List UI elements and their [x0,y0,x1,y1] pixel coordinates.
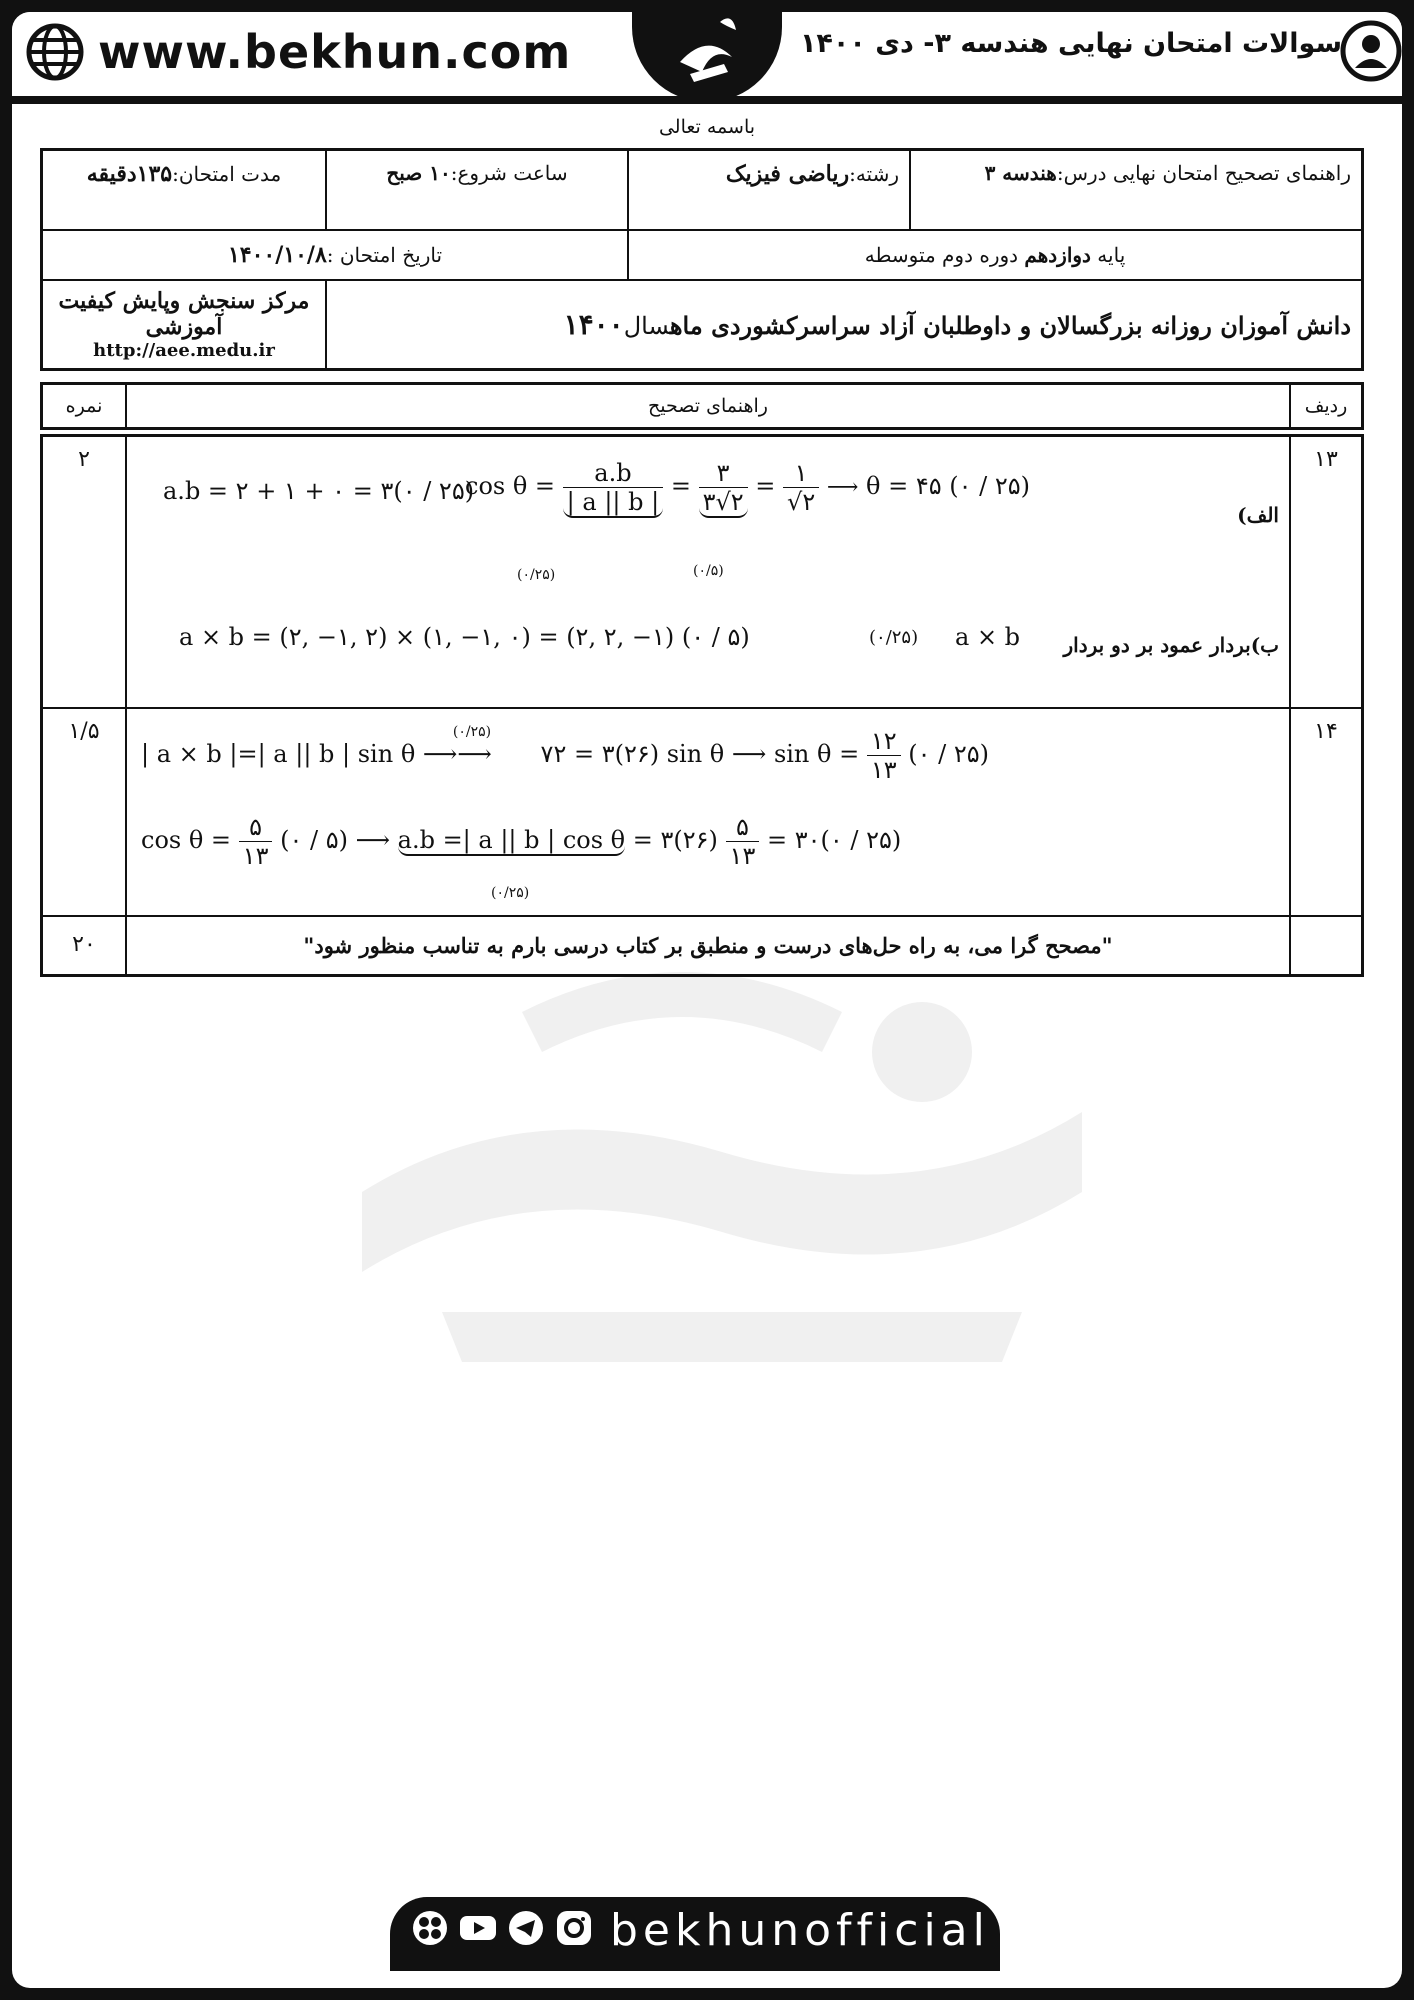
cross-product-label: a × b [955,623,1021,651]
total-score: ۲۰ [42,916,127,976]
row-score: ۲ [42,436,127,708]
brace-score-3: (۰/۲۵) [491,884,530,901]
answer-cell [126,436,1290,708]
center-cell [42,280,327,370]
instagram-icon[interactable] [554,1908,594,1948]
students-cell: دانش آموزان روزانه بزرگسالان و داوطلبان آزاد سراسرکشوردی ماهسال۱۴۰۰ [326,280,1363,370]
social-handle[interactable]: bekhunofficial [610,1905,990,1956]
globe-icon [26,23,84,81]
site-link[interactable] [26,22,571,82]
duration-cell: مدت امتحان:۱۳۵دقیقه [42,150,327,230]
row-header: ردیف [1290,384,1363,429]
brand-logo [632,12,782,102]
exam-info-table [40,148,1364,371]
field-cell: رشته:ریاضی فیزیک [628,150,910,230]
user-icon[interactable] [1340,20,1402,82]
header-divider [12,96,1402,104]
brace-score-1: (۰/۲۵) [517,567,556,583]
table-row [42,436,1363,708]
part-a-label: الف) [1237,503,1279,527]
sine-eq: | a × b |=| a || b | sin θ (۰/۲۵) ⟶⟶ ۷۲ = ۳(۲۶) sin θ ⟶ sin θ = $\frac{۱۲}{۱۳}$ (۰ / ۲۵) [141,723,990,784]
course-cell: راهنمای تصحیح امتحان نهایی درس:هندسه ۳ [910,150,1363,230]
page [12,12,1402,1988]
logo-mark-icon [632,12,782,102]
score-header: نمره [42,384,127,429]
telegram-icon[interactable] [506,1908,546,1948]
aparat-icon[interactable] [410,1908,450,1948]
site-url[interactable]: www.bekhun.com [98,25,572,79]
basmala: باسمه تعالی [658,116,756,138]
date-cell: تاریخ امتحان :۱۴۰۰/۱۰/۸ [42,230,629,280]
total-row [42,916,1363,976]
cos-eq: cos θ = $\frac{a.b}{| a || b |}$ = $\frac{۳}{۳√۲}$ = $\frac{۱}{√۲}$ ⟶ θ = ۴۵ (۰ / ۲۵) [465,459,1031,516]
cosine-eq: cos θ = $\frac{۵}{۱۳}$ (۰ / ۵) ⟶ a.b =| a || b | cos θ = ۳(۲۶) $\frac{۵}{۱۳}$ = ۳۰(۰ / ۲۵) [141,812,902,870]
center-url[interactable]: http://aee.medu.ir [93,339,275,361]
dot-product-eq: a.b = ۲ + ۱ + ۰ = ۳(۰ / ۲۵) [163,477,475,505]
cross-product-eq: a × b = (۲, −۱, ۲) × (۱, −۱, ۰) = (۲, ۲, −۱) (۰ / ۵) [179,623,750,651]
table-row [42,708,1363,916]
social-links [410,1908,594,1948]
row-number-empty [1290,916,1363,976]
start-time-cell: ساعت شروع:۱۰ صبح [326,150,628,230]
header-title: سوالات امتحان نهایی هندسه ۳- دی ۱۴۰۰ [799,28,1342,59]
youtube-icon[interactable] [458,1908,498,1948]
row-number: ۱۳ [1290,436,1363,708]
center-name: مرکز سنجش وپایش کیفیت آموزشی [58,287,310,340]
guide-header: راهنمای تصحیح [126,384,1290,429]
answer-cell [126,708,1290,916]
grading-note: "مصحح گرا می، به راه حل‌های درست و منطبق بر کتاب درسی بارم به تناسب منظور شود" [126,916,1290,976]
answer-table [40,434,1364,977]
cross-score: (۰/۲۵) [869,627,919,648]
row-number: ۱۴ [1290,708,1363,916]
row-score: ۱/۵ [42,708,127,916]
grade-cell: پایه دوازدهم دوره دوم متوسطه [628,230,1363,280]
brace-score-2: (۰/۵) [693,563,724,579]
top-bar [12,12,1402,96]
part-b-label: ب)بردار عمود بر دو بردار [1063,633,1279,657]
grid-header [40,382,1364,430]
